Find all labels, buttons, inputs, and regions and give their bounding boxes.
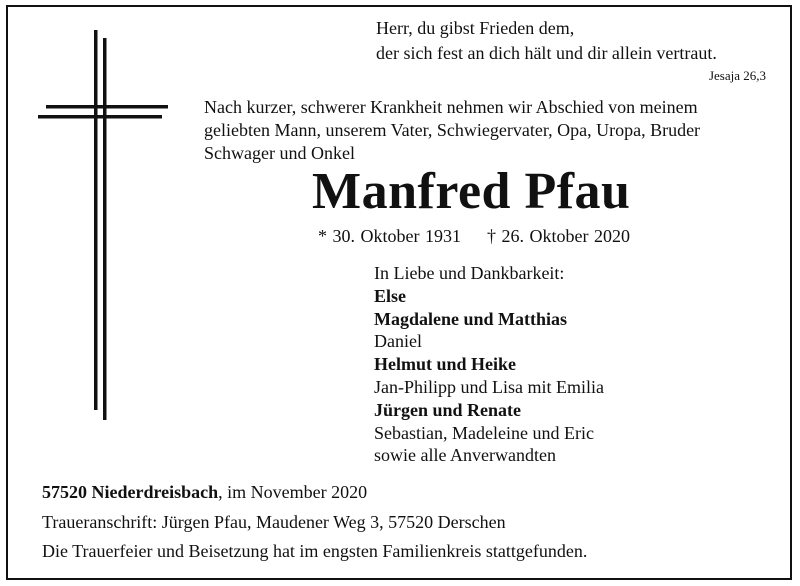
cross-icon bbox=[38, 30, 170, 420]
verse-line-2: der sich fest an dich hält und dir allein vertraut. bbox=[376, 43, 717, 63]
birth-date: * 30. Oktober 1931 bbox=[318, 226, 461, 246]
verse-reference: Jesaja 26,3 bbox=[708, 68, 766, 83]
mourning-address: Traueranschrift: Jürgen Pfau, Maudener Weg 3, 57520 Derschen bbox=[42, 512, 506, 532]
family-heading: In Liebe und Dankbarkeit: bbox=[374, 263, 565, 283]
family-line: sowie alle Anverwandten bbox=[374, 445, 556, 466]
intro-text bbox=[204, 96, 700, 165]
death-date: † 26. Oktober 2020 bbox=[486, 226, 630, 246]
intro-line-3: Schwager und Onkel bbox=[204, 143, 355, 163]
family-line: Jürgen und Renate bbox=[374, 399, 522, 420]
family-list bbox=[374, 262, 604, 467]
intro-line-1: Nach kurzer, schwerer Krankheit nehmen wir Abschied von meinem bbox=[204, 97, 698, 117]
deceased-name: Manfred Pfau bbox=[312, 163, 631, 220]
place: 57520 Niederdreisbach bbox=[42, 482, 219, 502]
intro-line-2: geliebten Mann, unserem Vater, Schwiegervater, Opa, Uropa, Bruder bbox=[204, 120, 701, 140]
verse-line-1: Herr, du gibst Frieden dem, bbox=[376, 18, 575, 38]
family-line: Else bbox=[374, 285, 407, 306]
funeral-note: Die Trauerfeier und Beisetzung hat im engsten Familienkreis stattgefunden. bbox=[42, 541, 588, 561]
family-line: Helmut und Heike bbox=[374, 354, 517, 375]
place-date-line bbox=[42, 482, 367, 503]
bible-verse bbox=[376, 16, 717, 66]
family-line: Daniel bbox=[374, 331, 422, 352]
family-line: Jan-Philipp und Lisa mit Emilia bbox=[374, 376, 604, 397]
family-line: Magdalene und Matthias bbox=[374, 308, 568, 329]
family-line: Sebastian, Madeleine und Eric bbox=[374, 422, 594, 443]
date-text: , im November 2020 bbox=[218, 482, 368, 502]
life-dates bbox=[318, 226, 630, 247]
